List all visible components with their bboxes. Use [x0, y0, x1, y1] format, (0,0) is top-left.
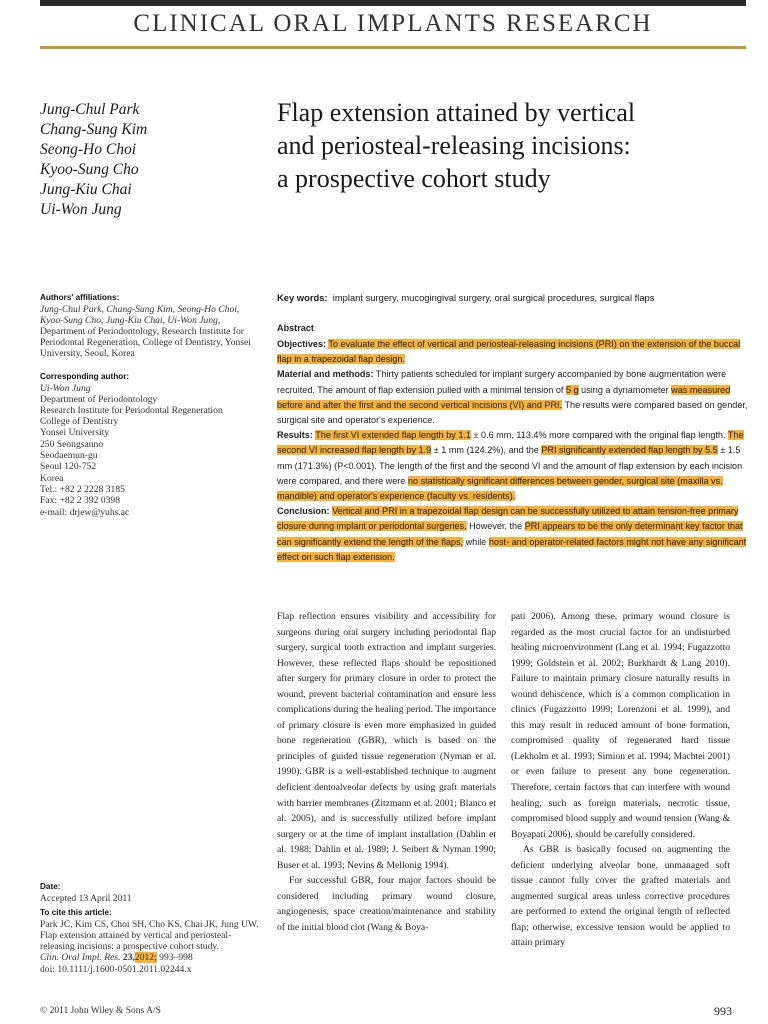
- body-paragraph: Flap reflection ensures visibility and accessibility for surgeons during oral surgery including periodontal flap surgery, surgical tooth extraction and implant surgeries. However, these reflected flaps should be repositioned after surgery for primary closure in order to protect the wound, prevent bacterial contamination and ensure less complications during the healing period. The importance of primary closure is even more emphasized in guided bone regeneration (GBR), which is based on the principles of guided tissue regeneration (Nyman et al. 1990). GBR is a well-established technique to augment deficient dentoalveolar defects by using graft materials with barrier membranes (Zitzmann et al. 2001; Blanco et al. 2005), and is successfully utilized before implant surgery or at the time of implant installation (Dahlin et al. 1988; Dahlin et al. 1989; J. Seibert & Nyman 1990; Buser et al. 1993; Nevins & Mellonig 1994).: [277, 611, 496, 871]
- abstract: [277, 321, 749, 565]
- date-block: [40, 882, 265, 904]
- citation-heading: To cite this article:: [40, 908, 112, 917]
- date-value: Accepted 13 April 2011: [40, 892, 132, 904]
- corresponding-line: Seodaemun-gu: [40, 450, 98, 462]
- body-paragraph: For successful GBR, four major factors should be considered including primary wound closure, angiogenesis, space creation/maintenance and stability of the initial blood clot (Wang & Boya-: [277, 875, 496, 933]
- top-bar: [40, 0, 746, 6]
- author-name: Jung-Kiu Chai: [40, 181, 132, 198]
- citation-text: Park JC, Kim CS, Choi SH, Cho KS, Chai JK, Jung UW. Flap extension attained by vertical and periosteal-releasing incisions: a prospective cohort study.: [40, 918, 259, 953]
- title-line: Flap extension attained by vertical: [277, 98, 636, 127]
- corresponding-heading: Corresponding author:: [40, 372, 130, 381]
- title-line: a prospective cohort study: [277, 164, 551, 193]
- citation-block: [40, 908, 265, 975]
- keywords: [277, 292, 747, 303]
- abstract-conclusion: Conclusion: Vertical and PRI in a trapezoidal flap design can be successfully utilized to attain tension-free primary closure during implant or periodontal surgeries. However, the PRI appears to be the only determinant key factor that can significantly extend the length of the flaps, while host- and operator-related factors might not have any significant effect on such flap extension.: [277, 506, 747, 562]
- author-list: [40, 100, 260, 220]
- abstract-heading: Abstract: [277, 323, 314, 333]
- body-column-left: [277, 609, 496, 935]
- corresponding-author-block: [40, 372, 265, 518]
- corresponding-line: College of Dentistry: [40, 416, 119, 428]
- date-heading: Date:: [40, 882, 61, 891]
- keywords-label: Key words:: [277, 292, 328, 303]
- corresponding-line: Korea: [40, 472, 64, 484]
- corresponding-email[interactable]: e-mail: drjew@yuhs.ac: [40, 506, 130, 518]
- abstract-objectives: Objectives: To evaluate the effect of vertical and periosteal-releasing incisions (PRI) on the extension of the buccal flap in a trapezoidal flap design.: [277, 339, 741, 365]
- title-line: and periosteal-releasing incisions:: [277, 131, 631, 160]
- corresponding-name: Ui-Won Jung: [40, 382, 91, 394]
- affiliation-department: Department of Periodontology, Research Institute for Periodontal Regeneration, College of Dentistry, Yonsei University, Seoul, Korea: [40, 325, 251, 360]
- corresponding-phone: Tel.: +82 2 2228 3185: [40, 483, 125, 495]
- keywords-text: implant surgery, mucogingival surgery, oral surgical procedures, surgical flaps: [332, 292, 655, 303]
- copyright-footer: © 2011 John Wiley & Sons A/S: [40, 1006, 161, 1016]
- affiliations-block: [40, 293, 265, 359]
- affiliations-heading: Authors' affiliations:: [40, 293, 120, 302]
- author-name: Chang-Sung Kim: [40, 121, 148, 138]
- header-rule: [40, 46, 746, 49]
- corresponding-line: Research Institute for Periodontal Regeneration: [40, 404, 223, 416]
- citation-source: Clin. Oral Impl. Res. 23,2012; 993–998: [40, 952, 193, 964]
- article-title: [277, 96, 747, 195]
- abstract-methods: Material and methods: Thirty patients scheduled for implant surgery accompanied by bone augmentation were recruited. The amount of flap extension pulled with a minimal tension of 5 g using a dynamometer was measured before and after the first and the second vertical incisions (VI) and PRI. The results were compared based on gender, surgical site and operator's experience.: [277, 369, 748, 426]
- author-name: Jung-Chul Park: [40, 101, 140, 118]
- body-column-right: [511, 609, 730, 951]
- page-number: 993: [714, 1004, 732, 1018]
- abstract-results: Results: The first VI extended flap length by 1.1 ± 0.6 mm, 113.4% more compared with the original flap length. The second VI increased flap length by 1.9 ± 1 mm (124.2%), and the PRI significantly extended flap length by 5.5 ± 1.5 mm (171.3%) (P<0.001). The length of the first and the second VI and the amount of flap extension by each incision were compared, and there were no statistically significant differences between gender, surgical site (maxilla vs. mandible) and operator's experience (faculty vs. residents).: [277, 430, 744, 502]
- corresponding-line: Seoul 120-752: [40, 461, 97, 473]
- corresponding-line: Department of Periodontology: [40, 393, 158, 405]
- corresponding-fax: Fax: +82 2 392 0398: [40, 495, 121, 507]
- corresponding-line: 250 Seongsanno: [40, 438, 104, 450]
- body-paragraph: pati 2006). Among these, primary wound closure is regarded as the most crucial factor for an undisturbed healing microenvironment (Lang et al. 1994; Fugazzotto 1999; Goldstein et al. 2002; Burkhardt & Lang 2010). Failure to maintain primary closure naturally results in wound dehiscence, which is a common complication in clinics (Fugazzotto 1999; Lorenzoni et al. 1999), and this may result in reduced amount of bone formation, compromised quality of regenerated hard tissue (Lekholm et al. 1993; Simion et al. 1994; Machtei 2001) or even failure to present any bone regeneration. Therefore, certain factors that can interfere with wound healing, such as foreign materials, necrotic tissue, compromised blood supply and wound tension (Wang & Boyapati 2006), should be carefully considered.: [511, 611, 730, 840]
- journal-title: CLINICAL ORAL IMPLANTS RESEARCH: [133, 10, 653, 37]
- author-name: Ui-Won Jung: [40, 201, 122, 218]
- author-name: Kyoo-Sung Cho: [40, 161, 139, 178]
- corresponding-line: Yonsei University: [40, 427, 110, 439]
- body-paragraph: As GBR is basically focused on augmenting the deficient underlying alveolar bone, unmanaged soft tissue cannot fully cover the grafted materials and augmented surgical areas unless corrective procedures are performed to extend the original length of reflected flap; otherwise, excessive tension would be applied to attain primary: [511, 844, 730, 949]
- affiliation-names: Jung-Chul Park, Chang-Sung Kim, Seong-Ho Choi, Kyoo-Sung Cho, Jung-Kiu Chai, Ui-Won Jung,: [40, 303, 240, 326]
- author-name: Seong-Ho Choi: [40, 141, 137, 158]
- citation-doi[interactable]: doi: 10.1111/j.1600-0501.2011.02244.x: [40, 963, 192, 975]
